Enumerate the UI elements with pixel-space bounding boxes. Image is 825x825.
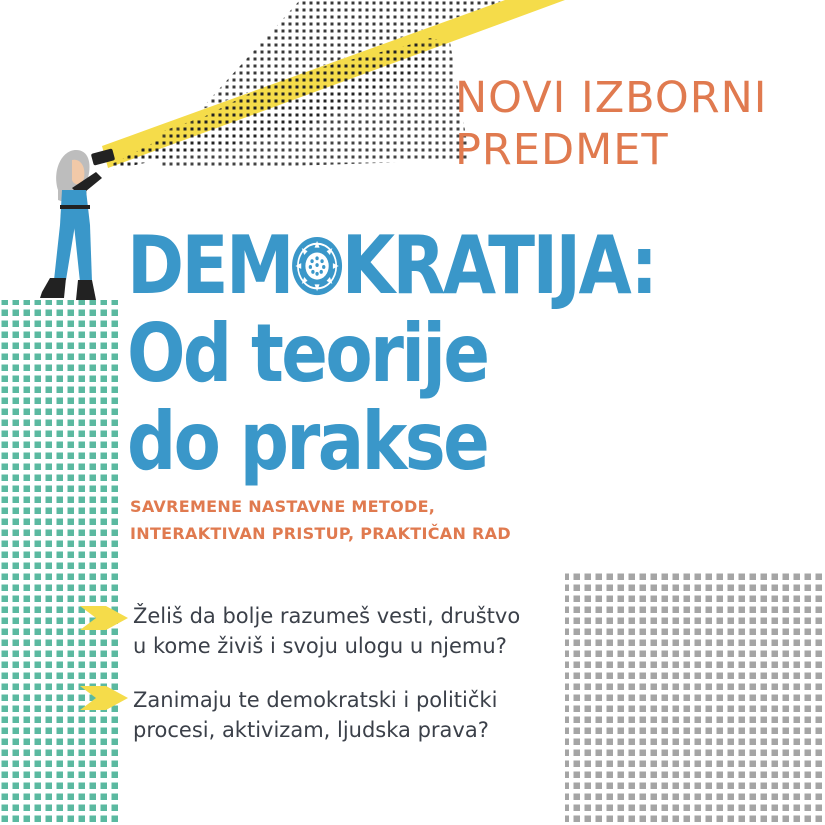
sunflower-emblem-icon xyxy=(290,235,343,297)
title-line-1-part-b: KRATIJA: xyxy=(341,219,656,312)
question-2 xyxy=(133,685,497,745)
question-1-line-1: Želiš da bolje razumeš vesti, društvo xyxy=(133,604,521,628)
main-title xyxy=(127,219,656,488)
question-2-line-1: Zanimaju te demokratski i politički xyxy=(133,688,498,712)
subtitle xyxy=(130,493,511,547)
teal-dot-column xyxy=(0,298,118,825)
subtitle-line-2: INTERAKTIVAN PRISTUP, PRAKTIČAN RAD xyxy=(130,524,511,543)
gray-dot-block xyxy=(565,570,825,825)
question-1-line-2: u kome živiš i svoju ulogu u njemu? xyxy=(133,634,507,658)
title-line-1 xyxy=(127,219,656,312)
kicker-line-1: NOVI IZBORNI xyxy=(455,73,768,123)
question-1 xyxy=(133,601,520,661)
woman-with-flashlight-icon xyxy=(40,148,115,300)
kicker-heading xyxy=(455,72,767,176)
title-line-2: Od teorije xyxy=(127,307,488,400)
question-2-line-2: procesi, aktivizam, ljudska prava? xyxy=(133,718,489,742)
subtitle-line-1: SAVREMENE NASTAVNE METODE, xyxy=(130,497,436,516)
title-line-3: do prakse xyxy=(127,395,488,488)
kicker-line-2: PREDMET xyxy=(455,125,669,175)
title-line-1-part-a: DEM xyxy=(127,219,292,312)
